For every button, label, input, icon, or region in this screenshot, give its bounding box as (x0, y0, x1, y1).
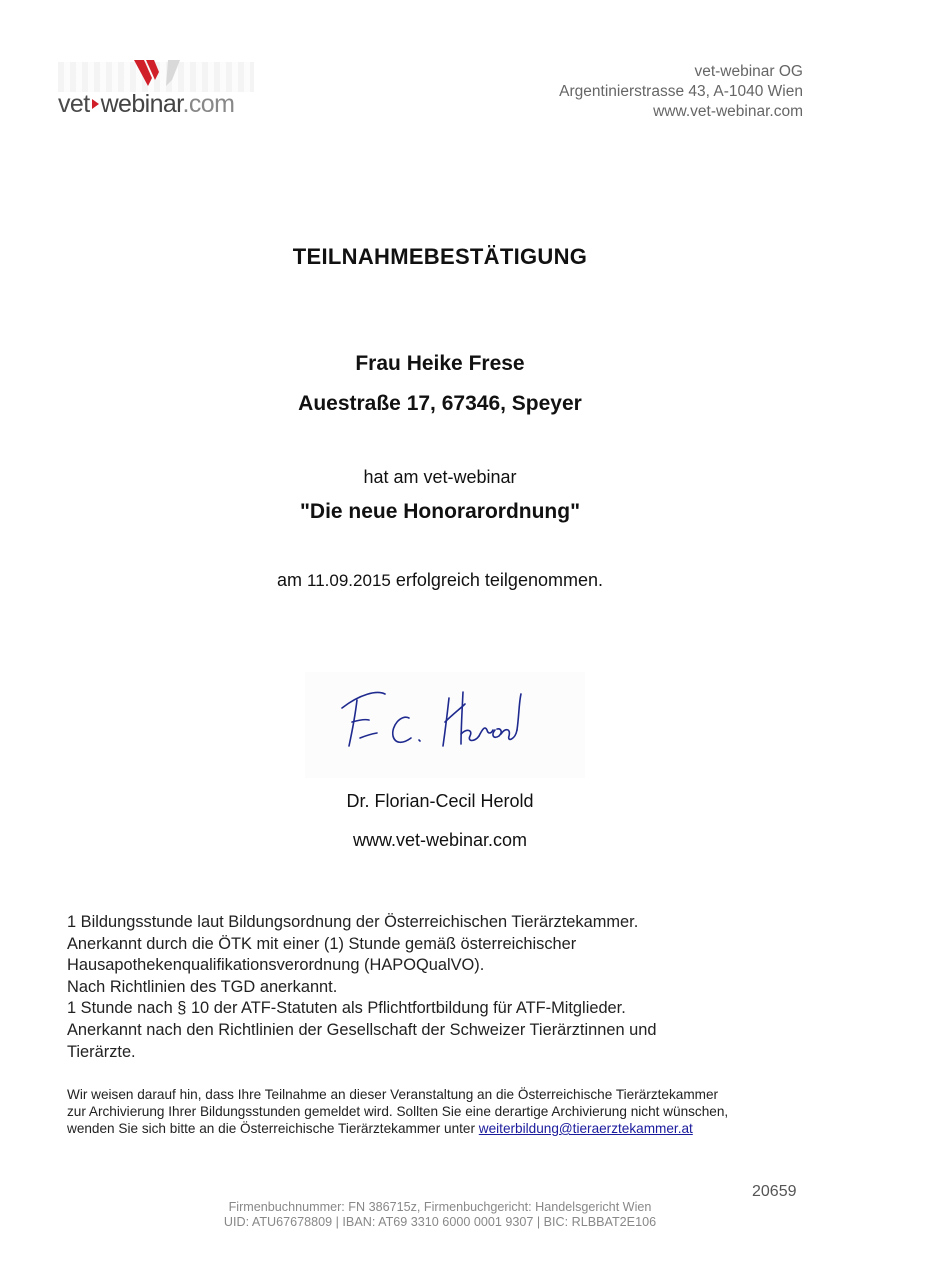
note-line: 1 Bildungsstunde laut Bildungsordnung der Österreichischen Tierärztekammer. (67, 913, 639, 931)
recipient-address: Auestraße 17, 67346, Speyer (298, 392, 582, 415)
webinar-topic: "Die neue Honorarordnung" (299, 500, 581, 523)
company-address (559, 62, 803, 122)
disclaimer-line: wenden Sie sich bitte an die Österreichische Tierärztekammer unter weiterbildung@tieraerztekammer.at (67, 1121, 693, 1136)
disclaimer-line: Wir weisen darauf hin, dass Ihre Teilnahme an dieser Veranstaltung an die Österreichische Tierärztekammer (67, 1087, 719, 1102)
signer-name: Dr. Florian-Cecil Herold (346, 791, 534, 811)
footer-bank: UID: ATU67678809 | IBAN: AT69 3310 6000 0001 9307 | BIC: RLBBAT2E106 (223, 1215, 657, 1229)
email-link[interactable]: weiterbildung@tieraerztekammer.at (478, 1121, 693, 1136)
company-footer (0, 1200, 880, 1230)
document-number: 20659 (752, 1183, 797, 1200)
note-line: Tierärzte. (67, 1042, 136, 1061)
note-line: Nach Richtlinien des TGD anerkannt. (67, 977, 338, 996)
company-street: Argentinierstrasse 43, A-1040 Wien (559, 83, 803, 100)
document-title: TEILNAHMEBESTÄTIGUNG (292, 244, 588, 269)
recipient-name: Frau Heike Frese (355, 352, 525, 375)
vet-webinar-logo (58, 58, 258, 124)
note-line: Hausapothekenqualifikationsverordnung (HAPOQualVO). (67, 956, 485, 975)
note-line: Anerkannt durch die ÖTK mit einer (1) Stunde gemäß österreichischer (67, 934, 577, 953)
archive-disclaimer (67, 1086, 827, 1137)
intro-text: hat am vet-webinar (363, 467, 517, 487)
disclaimer-line: zur Archivierung Ihrer Bildungsstunden gemeldet wird. Sollten Sie eine derartige Archivierung nicht wünschen, (67, 1104, 729, 1119)
logo-v-mark-icon (132, 58, 184, 88)
signer-website: www.vet-webinar.com (352, 830, 528, 850)
participation-date-line (0, 570, 880, 591)
handwritten-signature (305, 672, 585, 778)
accreditation-notes (67, 912, 807, 1063)
date-prefix: am (277, 570, 303, 590)
date-suffix: erfolgreich teilgenommen. (395, 570, 603, 590)
note-line: 1 Stunde nach § 10 der ATF-Statuten als Pflichtfortbildung für ATF-Mitglieder. (67, 999, 626, 1018)
logo-wordmark: vet webinar.com (58, 90, 235, 118)
company-website: www.vet-webinar.com (653, 103, 803, 120)
footer-registry: Firmenbuchnummer: FN 386715z, Firmenbuchgericht: Handelsgericht Wien (228, 1200, 652, 1214)
company-name: vet-webinar OG (694, 63, 803, 80)
note-line: Anerkannt nach den Richtlinien der Gesellschaft der Schweizer Tierärztinnen und (67, 1020, 657, 1039)
participation-date: 11.09.2015 (307, 571, 391, 590)
